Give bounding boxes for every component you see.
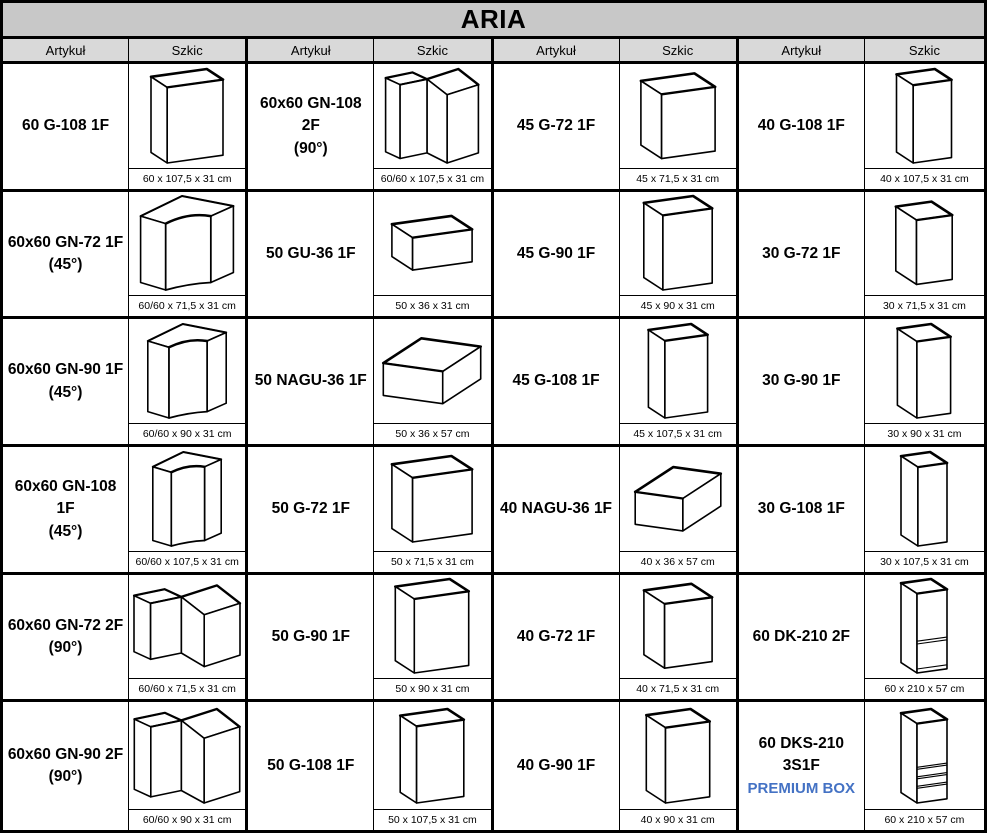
cabinet-sketch-icon — [375, 193, 489, 293]
article-cell — [248, 319, 374, 447]
article-cell — [494, 447, 620, 575]
cabinet-sketch-icon — [130, 706, 244, 806]
sketch-dimensions: 60/60 x 90 x 31 cm — [129, 423, 245, 444]
cabinet-sketch-icon — [867, 576, 981, 676]
article-line: 45 G-90 1F — [516, 244, 596, 262]
cabinet-sketch-icon — [130, 66, 244, 166]
article-line: 60x60 GN-72 2F — [7, 616, 124, 634]
article-line: 40 G-108 1F — [757, 117, 845, 135]
sketch-cell — [620, 319, 739, 447]
column-header-artykul: Artykuł — [494, 39, 620, 64]
sketch-area — [374, 192, 490, 296]
article-line: 60x60 GN-90 1F — [7, 361, 124, 379]
article-line: 30 G-72 1F — [762, 244, 841, 262]
cabinet-sketch-icon — [375, 576, 489, 676]
article-cell — [739, 702, 865, 830]
sketch-area — [865, 192, 984, 296]
article-cell — [3, 702, 129, 830]
sketch-cell — [374, 447, 493, 575]
sketch-area — [374, 575, 490, 679]
cabinet-sketch-icon — [375, 706, 489, 806]
article-cell — [494, 192, 620, 320]
page-title: ARIA — [3, 3, 984, 39]
cabinet-sketch-icon — [621, 706, 735, 806]
article-line: 50 G-90 1F — [271, 627, 350, 645]
article-line: 60x60 GN-108 — [259, 94, 362, 112]
sketch-cell — [620, 575, 739, 703]
sketch-dimensions: 30 x 90 x 31 cm — [865, 423, 984, 444]
article-line: 50 G-108 1F — [267, 756, 355, 774]
sketch-dimensions: 45 x 71,5 x 31 cm — [620, 168, 736, 189]
cabinet-sketch-icon — [130, 449, 244, 549]
cabinet-sketch-icon — [130, 576, 244, 676]
sketch-dimensions: 50 x 90 x 31 cm — [374, 678, 490, 699]
article-cell — [494, 64, 620, 192]
sketch-area — [129, 702, 245, 809]
article-line: (45°) — [48, 383, 83, 401]
sketch-area — [865, 702, 984, 809]
article-line: (90°) — [293, 139, 328, 157]
sketch-area — [620, 319, 736, 423]
article-cell — [739, 64, 865, 192]
sketch-cell — [129, 575, 248, 703]
article-cell — [3, 192, 129, 320]
sketch-cell — [865, 702, 984, 830]
article-line: (45°) — [48, 522, 83, 540]
column-header-szkic: Szkic — [129, 39, 248, 64]
column-header-szkic: Szkic — [374, 39, 493, 64]
sketch-area — [129, 447, 245, 551]
sketch-dimensions: 40 x 107,5 x 31 cm — [865, 168, 984, 189]
sketch-cell — [129, 64, 248, 192]
article-cell — [739, 447, 865, 575]
article-cell — [3, 64, 129, 192]
sketch-area — [129, 319, 245, 423]
article-cell — [248, 702, 374, 830]
sketch-dimensions: 60/60 x 71,5 x 31 cm — [129, 295, 245, 316]
article-cell — [739, 575, 865, 703]
article-cell — [494, 575, 620, 703]
sketch-cell — [129, 702, 248, 830]
sketch-cell — [620, 192, 739, 320]
sketch-cell — [374, 575, 493, 703]
sketch-cell — [129, 192, 248, 320]
sketch-dimensions: 50 x 36 x 31 cm — [374, 295, 490, 316]
sketch-cell — [620, 702, 739, 830]
sketch-area — [620, 575, 736, 679]
article-line: 45 G-108 1F — [512, 372, 600, 390]
article-line: 50 GU-36 1F — [265, 244, 356, 262]
sketch-dimensions: 50 x 107,5 x 31 cm — [374, 809, 490, 830]
sketch-dimensions: 40 x 90 x 31 cm — [620, 809, 736, 830]
sketch-cell — [620, 64, 739, 192]
cabinet-sketch-icon — [867, 321, 981, 421]
sketch-area — [129, 64, 245, 168]
sketch-cell — [374, 319, 493, 447]
article-line: 60x60 GN-90 2F — [7, 745, 124, 763]
sketch-cell — [865, 575, 984, 703]
sketch-area — [865, 575, 984, 679]
sketch-area — [374, 319, 490, 423]
article-cell — [739, 192, 865, 320]
sketch-dimensions: 30 x 107,5 x 31 cm — [865, 551, 984, 572]
article-cell — [3, 447, 129, 575]
cabinet-sketch-icon — [621, 321, 735, 421]
cabinet-sketch-icon — [867, 706, 981, 806]
sketch-dimensions: 40 x 36 x 57 cm — [620, 551, 736, 572]
article-line: 40 G-90 1F — [516, 756, 596, 774]
sketch-dimensions: 50 x 71,5 x 31 cm — [374, 551, 490, 572]
sketch-cell — [129, 447, 248, 575]
article-line: 60 DKS-210 3S1F — [758, 734, 844, 775]
article-line: 60x60 GN-72 1F — [7, 233, 124, 251]
sketch-area — [620, 702, 736, 809]
sketch-cell — [865, 64, 984, 192]
article-cell — [3, 319, 129, 447]
sketch-area — [620, 447, 736, 551]
article-line: (90°) — [48, 768, 83, 786]
sketch-dimensions: 50 x 36 x 57 cm — [374, 423, 490, 444]
sketch-area — [620, 192, 736, 296]
article-cell — [3, 575, 129, 703]
article-cell — [739, 319, 865, 447]
cabinet-sketch-icon — [375, 449, 489, 549]
article-cell — [494, 702, 620, 830]
cabinet-sketch-icon — [375, 66, 489, 166]
column-header-artykul: Artykuł — [3, 39, 129, 64]
sketch-dimensions: 60/60 x 107,5 x 31 cm — [374, 168, 490, 189]
sketch-area — [865, 64, 984, 168]
sketch-cell — [129, 319, 248, 447]
article-cell — [248, 447, 374, 575]
article-cell — [248, 575, 374, 703]
column-header-szkic: Szkic — [620, 39, 739, 64]
cabinet-sketch-icon — [867, 193, 981, 293]
sketch-area — [374, 702, 490, 809]
cabinet-sketch-icon — [621, 576, 735, 676]
article-line: 50 G-72 1F — [271, 500, 350, 518]
article-line: 60 DK-210 2F — [752, 627, 850, 645]
cabinet-sketch-icon — [375, 321, 489, 421]
sketch-cell — [374, 192, 493, 320]
cabinet-sketch-icon — [867, 449, 981, 549]
premium-box-label: PREMIUM BOX — [747, 779, 856, 797]
sketch-dimensions: 60/60 x 90 x 31 cm — [129, 809, 245, 830]
article-line: 30 G-108 1F — [757, 500, 845, 518]
cabinet-sketch-icon — [867, 66, 981, 166]
article-line: 40 G-72 1F — [516, 627, 596, 645]
sketch-cell — [865, 192, 984, 320]
sketch-area — [620, 64, 736, 168]
sketch-cell — [374, 64, 493, 192]
sketch-dimensions: 60/60 x 71,5 x 31 cm — [129, 678, 245, 699]
article-line: 60x60 GN-108 1F — [14, 477, 117, 518]
sketch-area — [374, 64, 490, 168]
sketch-dimensions: 30 x 71,5 x 31 cm — [865, 295, 984, 316]
sketch-dimensions: 60/60 x 107,5 x 31 cm — [129, 551, 245, 572]
article-line: (90°) — [48, 638, 83, 656]
sketch-area — [865, 447, 984, 551]
sketch-dimensions: 45 x 90 x 31 cm — [620, 295, 736, 316]
column-header-szkic: Szkic — [865, 39, 984, 64]
cabinet-sketch-icon — [130, 193, 244, 293]
sketch-cell — [865, 319, 984, 447]
sketch-cell — [374, 702, 493, 830]
cabinet-sketch-icon — [130, 321, 244, 421]
sketch-dimensions: 60 x 210 x 57 cm — [865, 678, 984, 699]
article-line: 2F — [301, 117, 320, 135]
article-line: 60 G-108 1F — [22, 117, 110, 135]
sketch-area — [129, 192, 245, 296]
sketch-area — [374, 447, 490, 551]
sketch-dimensions: 60 x 210 x 57 cm — [865, 809, 984, 830]
sketch-cell — [620, 447, 739, 575]
sketch-area — [865, 319, 984, 423]
article-cell — [248, 64, 374, 192]
sketch-dimensions: 45 x 107,5 x 31 cm — [620, 423, 736, 444]
sketch-dimensions: 60 x 107,5 x 31 cm — [129, 168, 245, 189]
article-cell — [248, 192, 374, 320]
article-line: 40 NAGU-36 1F — [500, 500, 613, 518]
sketch-area — [129, 575, 245, 679]
article-line: 30 G-90 1F — [762, 372, 841, 390]
article-line: 50 NAGU-36 1F — [254, 372, 367, 390]
article-line: 45 G-72 1F — [516, 117, 596, 135]
cabinet-sketch-icon — [621, 449, 735, 549]
column-header-artykul: Artykuł — [739, 39, 865, 64]
sketch-cell — [865, 447, 984, 575]
article-line: (45°) — [48, 255, 83, 273]
article-cell — [494, 319, 620, 447]
column-header-artykul: Artykuł — [248, 39, 374, 64]
sketch-dimensions: 40 x 71,5 x 31 cm — [620, 678, 736, 699]
cabinet-sketch-icon — [621, 66, 735, 166]
cabinet-sketch-icon — [621, 193, 735, 293]
